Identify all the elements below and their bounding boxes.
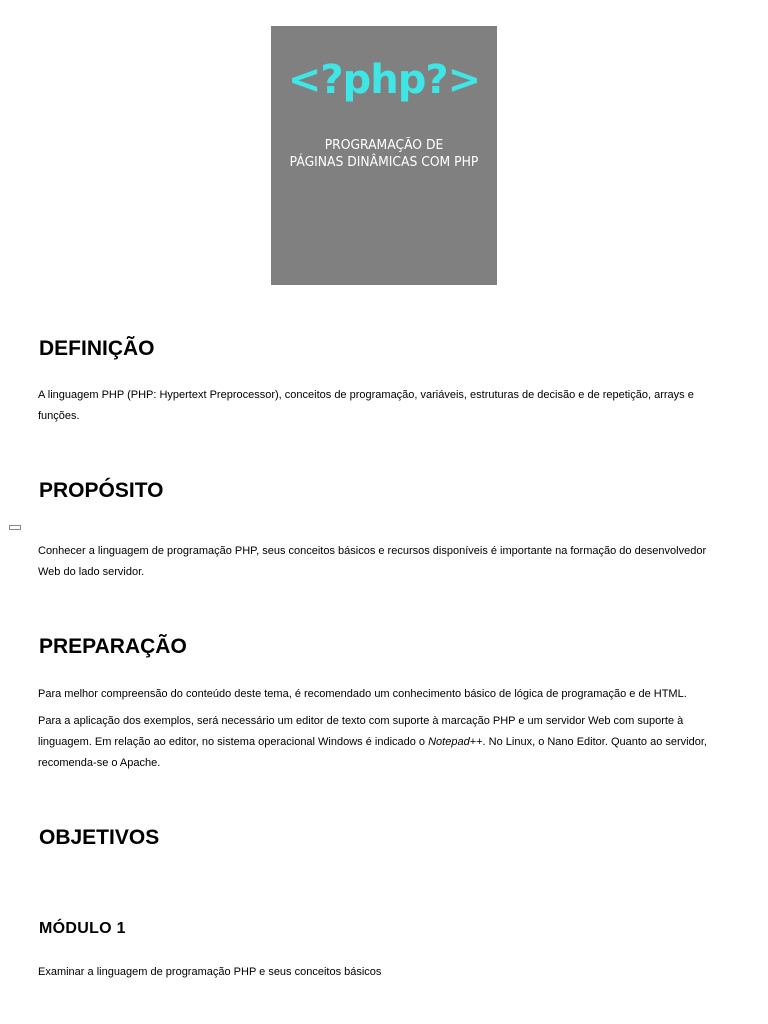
objetivos-heading: OBJETIVOS: [39, 826, 160, 849]
cover-subtitle-line-1: PROGRAMAÇÃO DE: [324, 138, 444, 153]
collapsed-marker[interactable]: [9, 525, 21, 530]
modulo-1-text: Examinar a linguagem de programação PHP e seus conceitos básicos: [38, 966, 382, 978]
preparacao-text-2-part-2: ++. No Linux, o Nano Editor. Quanto ao servidor, recomenda-se o Apache.: [38, 736, 707, 769]
php-logo: <?php?>: [287, 57, 481, 103]
preparacao-heading: PREPARAÇÃO: [39, 635, 187, 658]
modulo-1-heading: MÓDULO 1: [39, 920, 126, 937]
notepad-italic: Notepad: [428, 736, 470, 748]
definicao-text: A linguagem PHP (PHP: Hypertext Preprocessor), conceitos de programação, variáveis, estruturas de decisão e de repetição, arrays e funções.: [38, 389, 694, 422]
preparacao-text-2-part-1: Para a aplicação dos exemplos, será necessário um editor de texto com suporte à marcação PHP e um servidor Web com suporte à linguagem. Em relação ao editor, no sistema operacional Windows é indicado o: [38, 715, 684, 748]
cover-subtitle-line-2: PÁGINAS DINÂMICAS COM PHP: [289, 155, 479, 170]
proposito-heading: PROPÓSITO: [39, 479, 164, 502]
preparacao-text-2: [38, 711, 728, 774]
cover-subtitle: [277, 137, 492, 171]
definicao-heading: DEFINIÇÃO: [39, 337, 155, 360]
preparacao-text-1: Para melhor compreensão do conteúdo deste tema, é recomendado um conhecimento básico de lógica de programação e de HTML.: [38, 688, 687, 700]
proposito-text: Conhecer a linguagem de programação PHP, seus conceitos básicos e recursos disponíveis é importante na formação do desenvolvedor Web do lado servidor.: [38, 545, 707, 578]
cover-image: [271, 26, 497, 285]
